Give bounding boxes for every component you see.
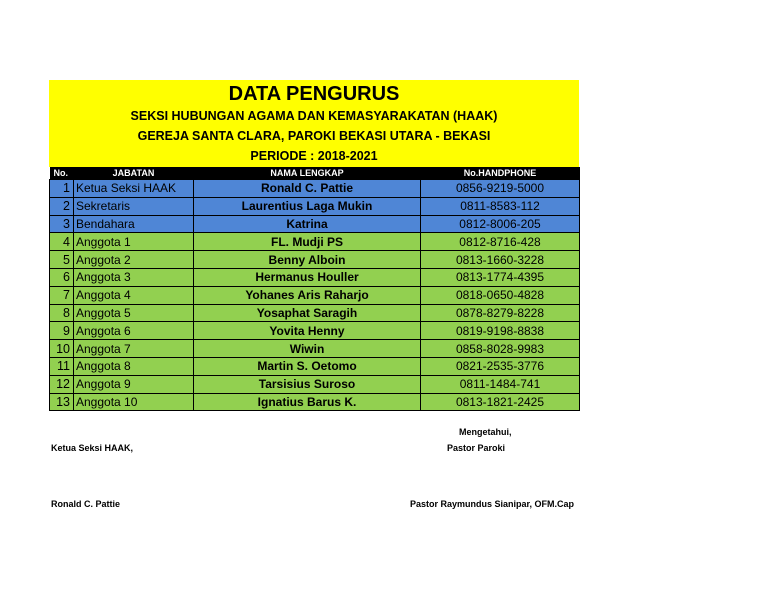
right-signature-name: Pastor Raymundus Sianipar, OFM.Cap	[410, 499, 575, 509]
row-jabatan: Bendahara	[74, 215, 194, 233]
table-row	[50, 215, 580, 233]
row-nama: FL. Mudji PS	[194, 233, 421, 251]
col-header-hp: No.HANDPHONE	[421, 167, 580, 180]
col-header-nama: NAMA LENGKAP	[194, 167, 421, 180]
table-row	[50, 357, 580, 375]
col-header-no: No.	[50, 167, 74, 180]
table-row	[50, 197, 580, 215]
row-hp: 0818-0650-4828	[421, 286, 580, 304]
row-jabatan: Anggota 4	[74, 286, 194, 304]
row-jabatan: Anggota 1	[74, 233, 194, 251]
row-nama: Yosaphat Saragih	[194, 304, 421, 322]
table-row	[50, 268, 580, 286]
row-no: 9	[50, 322, 74, 340]
table-row	[50, 304, 580, 322]
row-nama: Benny Alboin	[194, 251, 421, 269]
row-hp: 0812-8716-428	[421, 233, 580, 251]
row-jabatan: Anggota 2	[74, 251, 194, 269]
subtitle-church: GEREJA SANTA CLARA, PAROKI BEKASI UTARA - BEKASI	[137, 129, 491, 143]
page-title: DATA PENGURUS	[228, 83, 400, 105]
row-no: 10	[50, 340, 74, 358]
row-no: 12	[50, 375, 74, 393]
row-jabatan: Ketua Seksi HAAK	[74, 180, 194, 198]
row-no: 5	[50, 251, 74, 269]
row-nama: Wiwin	[194, 340, 421, 358]
row-jabatan: Anggota 3	[74, 268, 194, 286]
table-header-row	[50, 167, 580, 180]
table-row	[50, 180, 580, 198]
row-jabatan: Anggota 5	[74, 304, 194, 322]
row-nama: Katrina	[194, 215, 421, 233]
pengurus-table	[49, 167, 580, 411]
row-jabatan: Anggota 9	[74, 375, 194, 393]
right-signature-line1: Mengetahui,	[459, 427, 512, 437]
row-jabatan: Anggota 8	[74, 357, 194, 375]
row-nama: Martin S. Oetomo	[194, 357, 421, 375]
table-row	[50, 340, 580, 358]
row-nama: Hermanus Houller	[194, 268, 421, 286]
row-jabatan: Anggota 7	[74, 340, 194, 358]
row-hp: 0811-1484-741	[421, 375, 580, 393]
row-nama: Yovita Henny	[194, 322, 421, 340]
left-signature-name: Ronald C. Pattie	[51, 499, 121, 509]
table-row	[50, 233, 580, 251]
right-signature-line2: Pastor Paroki	[447, 443, 506, 453]
subtitle-period: PERIODE : 2018-2021	[250, 149, 378, 163]
table-row	[50, 375, 580, 393]
row-hp: 0819-9198-8838	[421, 322, 580, 340]
table-row	[50, 286, 580, 304]
row-hp: 0856-9219-5000	[421, 180, 580, 198]
row-nama: Ronald C. Pattie	[194, 180, 421, 198]
row-no: 7	[50, 286, 74, 304]
sheet	[49, 80, 579, 411]
row-no: 13	[50, 393, 74, 411]
row-hp: 0821-2535-3776	[421, 357, 580, 375]
row-hp: 0813-1660-3228	[421, 251, 580, 269]
table-row	[50, 393, 580, 411]
row-hp: 0878-8279-8228	[421, 304, 580, 322]
row-no: 8	[50, 304, 74, 322]
row-no: 11	[50, 357, 74, 375]
row-jabatan: Anggota 10	[74, 393, 194, 411]
row-hp: 0858-8028-9983	[421, 340, 580, 358]
row-no: 3	[50, 215, 74, 233]
left-signature-title: Ketua Seksi HAAK,	[51, 443, 134, 453]
table-row	[50, 322, 580, 340]
row-jabatan: Sekretaris	[74, 197, 194, 215]
row-no: 2	[50, 197, 74, 215]
subtitle-section: SEKSI HUBUNGAN AGAMA DAN KEMASYARAKATAN (HAAK)	[130, 109, 498, 123]
col-header-jabatan: JABATAN	[74, 167, 194, 180]
row-no: 1	[50, 180, 74, 198]
row-nama: Laurentius Laga Mukin	[194, 197, 421, 215]
table-row	[50, 251, 580, 269]
row-nama: Tarsisius Suroso	[194, 375, 421, 393]
row-nama: Ignatius Barus K.	[194, 393, 421, 411]
row-jabatan: Anggota 6	[74, 322, 194, 340]
row-hp: 0813-1821-2425	[421, 393, 580, 411]
row-hp: 0811-8583-112	[421, 197, 580, 215]
row-hp: 0813-1774-4395	[421, 268, 580, 286]
row-hp: 0812-8006-205	[421, 215, 580, 233]
row-no: 4	[50, 233, 74, 251]
row-nama: Yohanes Aris Raharjo	[194, 286, 421, 304]
row-no: 6	[50, 268, 74, 286]
header-banner	[49, 80, 579, 167]
